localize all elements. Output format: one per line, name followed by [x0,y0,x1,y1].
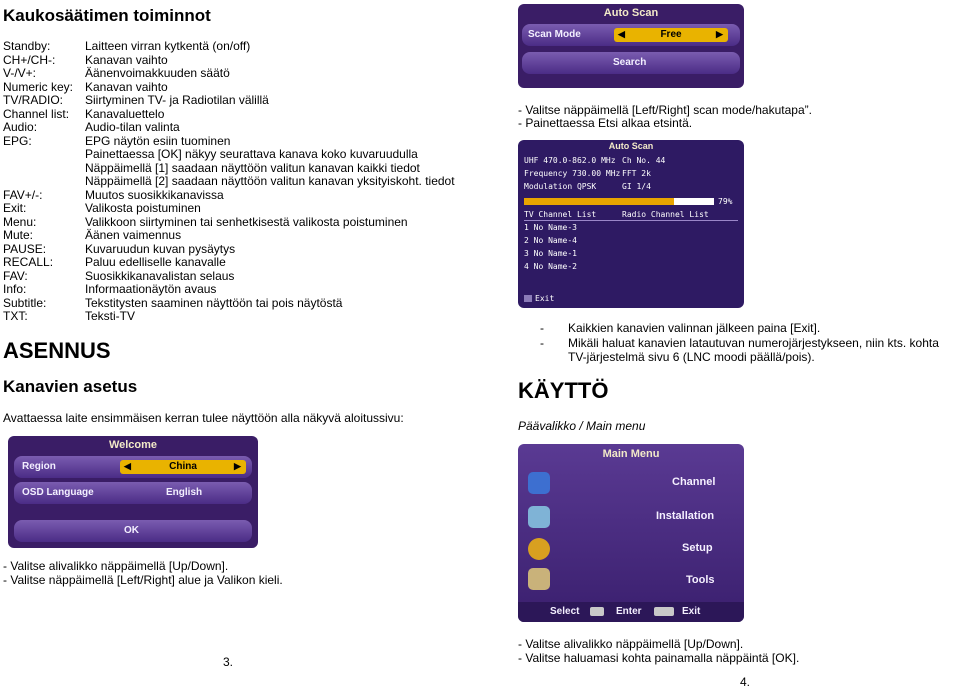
function-description: Äänenvoimakkuuden säätö [85,66,230,80]
region-value: China [169,461,197,472]
function-description: Audio-tilan valinta [85,120,180,134]
gi-info: GI 1/4 [622,182,651,191]
autoscan-mode-screenshot [518,4,744,88]
satellite-icon [528,506,550,528]
function-description: Tekstitysten saaminen näyttöön tai pois näytöstä [85,295,343,310]
gear-icon [528,538,550,560]
function-description: Painettaessa [OK] näkyy seurattava kanava koko kuvaruudulla [85,147,418,161]
function-description: Teksti-TV [85,309,136,323]
select-hint: Select [550,606,580,617]
exit-hint: Exit [682,606,701,617]
function-description: Äänen vaimennus [85,228,182,242]
ok-label: OK [124,525,139,536]
function-key: RECALL: [3,255,54,269]
tv-channel-list-header: TV Channel List [524,210,597,219]
channel-item: 1 No Name-3 [524,223,577,232]
function-description: EPG näytön esiin tuominen [85,133,231,148]
note-search: - Painettaessa Etsi alkaa etsintä. [518,116,693,130]
intro-text: Avattaessa laite ensimmäisen kerran tulee näyttöön alla näkyvä aloitussivu: [3,411,404,425]
right-arrow-icon: ▶ [234,461,241,471]
channel-item: 4 No Name-2 [524,262,577,271]
region-select [120,460,246,474]
tv-icon [528,472,550,494]
function-key: Standby: [3,39,51,53]
progress-fill [524,198,674,205]
function-description: Siirtyminen TV- ja Radiotilan välillä [85,93,269,107]
function-description: Näppäimellä [2] saadaan näyttöön valitun kanavan yksityiskoht. tiedot [85,174,455,188]
uhf-info: UHF 470.0-862.0 MHz [524,156,616,165]
function-key: TXT: [3,309,28,323]
function-key: Info: [3,282,27,296]
function-description: Valikosta poistuminen [85,201,201,215]
function-description: Informaationäytön avaus [85,282,217,296]
left-arrow-icon: ◀ [618,29,625,39]
subheading-paavalikko: Päävalikko / Main menu [518,419,646,433]
welcome-title: Welcome [108,439,158,451]
function-key: Mute: [3,228,34,242]
divider [524,220,738,221]
enter-hint: Enter [616,606,642,617]
note-mainmenu-ok: - Valitse haluamasi kohta painamalla näppäintä [OK]. [518,651,800,665]
page-number-right: 4. [740,675,751,689]
search-label: Search [613,57,647,68]
radio-channel-list-header: Radio Channel List [622,210,709,219]
function-key: TV/RADIO: [3,93,64,107]
left-arrow-icon: ◀ [124,461,131,471]
fft-info: FFT 2k [622,169,651,178]
function-key: FAV+/-: [3,187,43,202]
function-description: Laitteen virran kytkentä (on/off) [85,39,251,53]
menu-item-installation: Installation [656,510,715,522]
function-key: FAV: [3,268,28,283]
right-arrow-icon: ▶ [716,29,723,39]
subheading-kanavien-asetus: Kanavien asetus [3,377,138,396]
bullet-dash: - [540,336,544,350]
osd-label: OSD Language [22,487,94,498]
function-key: CH+/CH-: [3,52,56,67]
function-key: Numeric key: [3,79,74,94]
bullet-lnc-text: Mikäli haluat kanavien latautuvan numerojärjestykseen, niin kts. kohta TV-järjestelmä sivu 6 (LNC moodi päällä/pois). [568,336,939,364]
autoscan-progress-screenshot [518,140,744,308]
function-description: Näppäimellä [1] saadaan näyttöön valitun kanavan kaikki tiedot [85,160,420,175]
note-leftright: - Valitse näppäimellä [Left/Right] alue ja Valikon kieli. [3,573,283,587]
region-label: Region [22,461,56,472]
tools-icon [528,568,550,590]
ok-key-icon [590,607,604,616]
function-key: Channel list: [3,106,70,121]
function-key: PAUSE: [3,241,47,256]
exit-key-icon [654,607,674,616]
autoscan2-title: Auto Scan [608,141,654,151]
function-key: Subtitle: [3,295,47,310]
section-heading-asennus: ASENNUS [3,338,111,363]
scan-mode-value: Free [660,29,682,40]
main-menu-screenshot [518,444,744,622]
page-number-left: 3. [223,655,234,669]
function-key: Audio: [3,120,38,134]
function-key: Menu: [3,214,37,229]
scan-mode-select [614,28,728,42]
function-description: Suosikkikanavalistan selaus [85,268,235,283]
menu-item-channel: Channel [672,476,716,488]
section-heading-kaytto: KÄYTTÖ [518,378,609,403]
function-description: Paluu edelliselle kanavalle [85,255,226,269]
exit-hint: Exit [535,294,555,303]
menu-item-tools: Tools [686,574,715,586]
channel-item: 3 No Name-1 [524,249,577,258]
note-scanmode: - Valitse näppäimellä [Left/Right] scan mode/hakutapa”. [518,103,812,117]
osd-value: English [166,487,203,498]
menu-item-setup: Setup [682,542,713,554]
function-description: Kanavan vaihto [85,52,168,67]
function-key: EPG: [3,133,32,148]
modulation-info: Modulation QPSK [524,182,597,191]
frequency-info: Frequency 730.00 MHz [524,169,621,178]
progress-label: 79% [718,197,733,206]
main-menu-title: Main Menu [602,448,660,460]
note-updown: - Valitse alivalikko näppäimellä [Up/Down]. [3,559,229,573]
note-mainmenu-updown: - Valitse alivalikko näppäimellä [Up/Down]. [518,637,744,651]
channel-item: 2 No Name-4 [524,236,577,245]
function-key: V-/V+: [3,66,37,80]
autoscan-title: Auto Scan [603,7,659,19]
function-description: Kuvaruudun kuvan pysäytys [85,241,236,256]
function-key: Exit: [3,201,27,215]
scan-mode-label: Scan Mode [528,29,581,40]
welcome-screenshot [8,436,258,548]
function-description: Valikkoon siirtyminen tai senhetkisestä valikosta poistuminen [85,214,408,229]
channel-number: Ch No. 44 [622,156,666,165]
exit-key-icon [524,295,532,302]
function-description: Kanavan vaihto [85,79,168,94]
page-title: Kaukosäätimen toiminnot [3,6,211,25]
bullet-dash: - [540,321,544,335]
function-description: Muutos suosikkikanavissa [85,187,224,202]
progress-track [524,198,714,205]
bullet-exit-text: Kaikkien kanavien valinnan jälkeen paina [Exit]. [568,321,821,335]
function-description: Kanavaluettelo [85,106,165,121]
